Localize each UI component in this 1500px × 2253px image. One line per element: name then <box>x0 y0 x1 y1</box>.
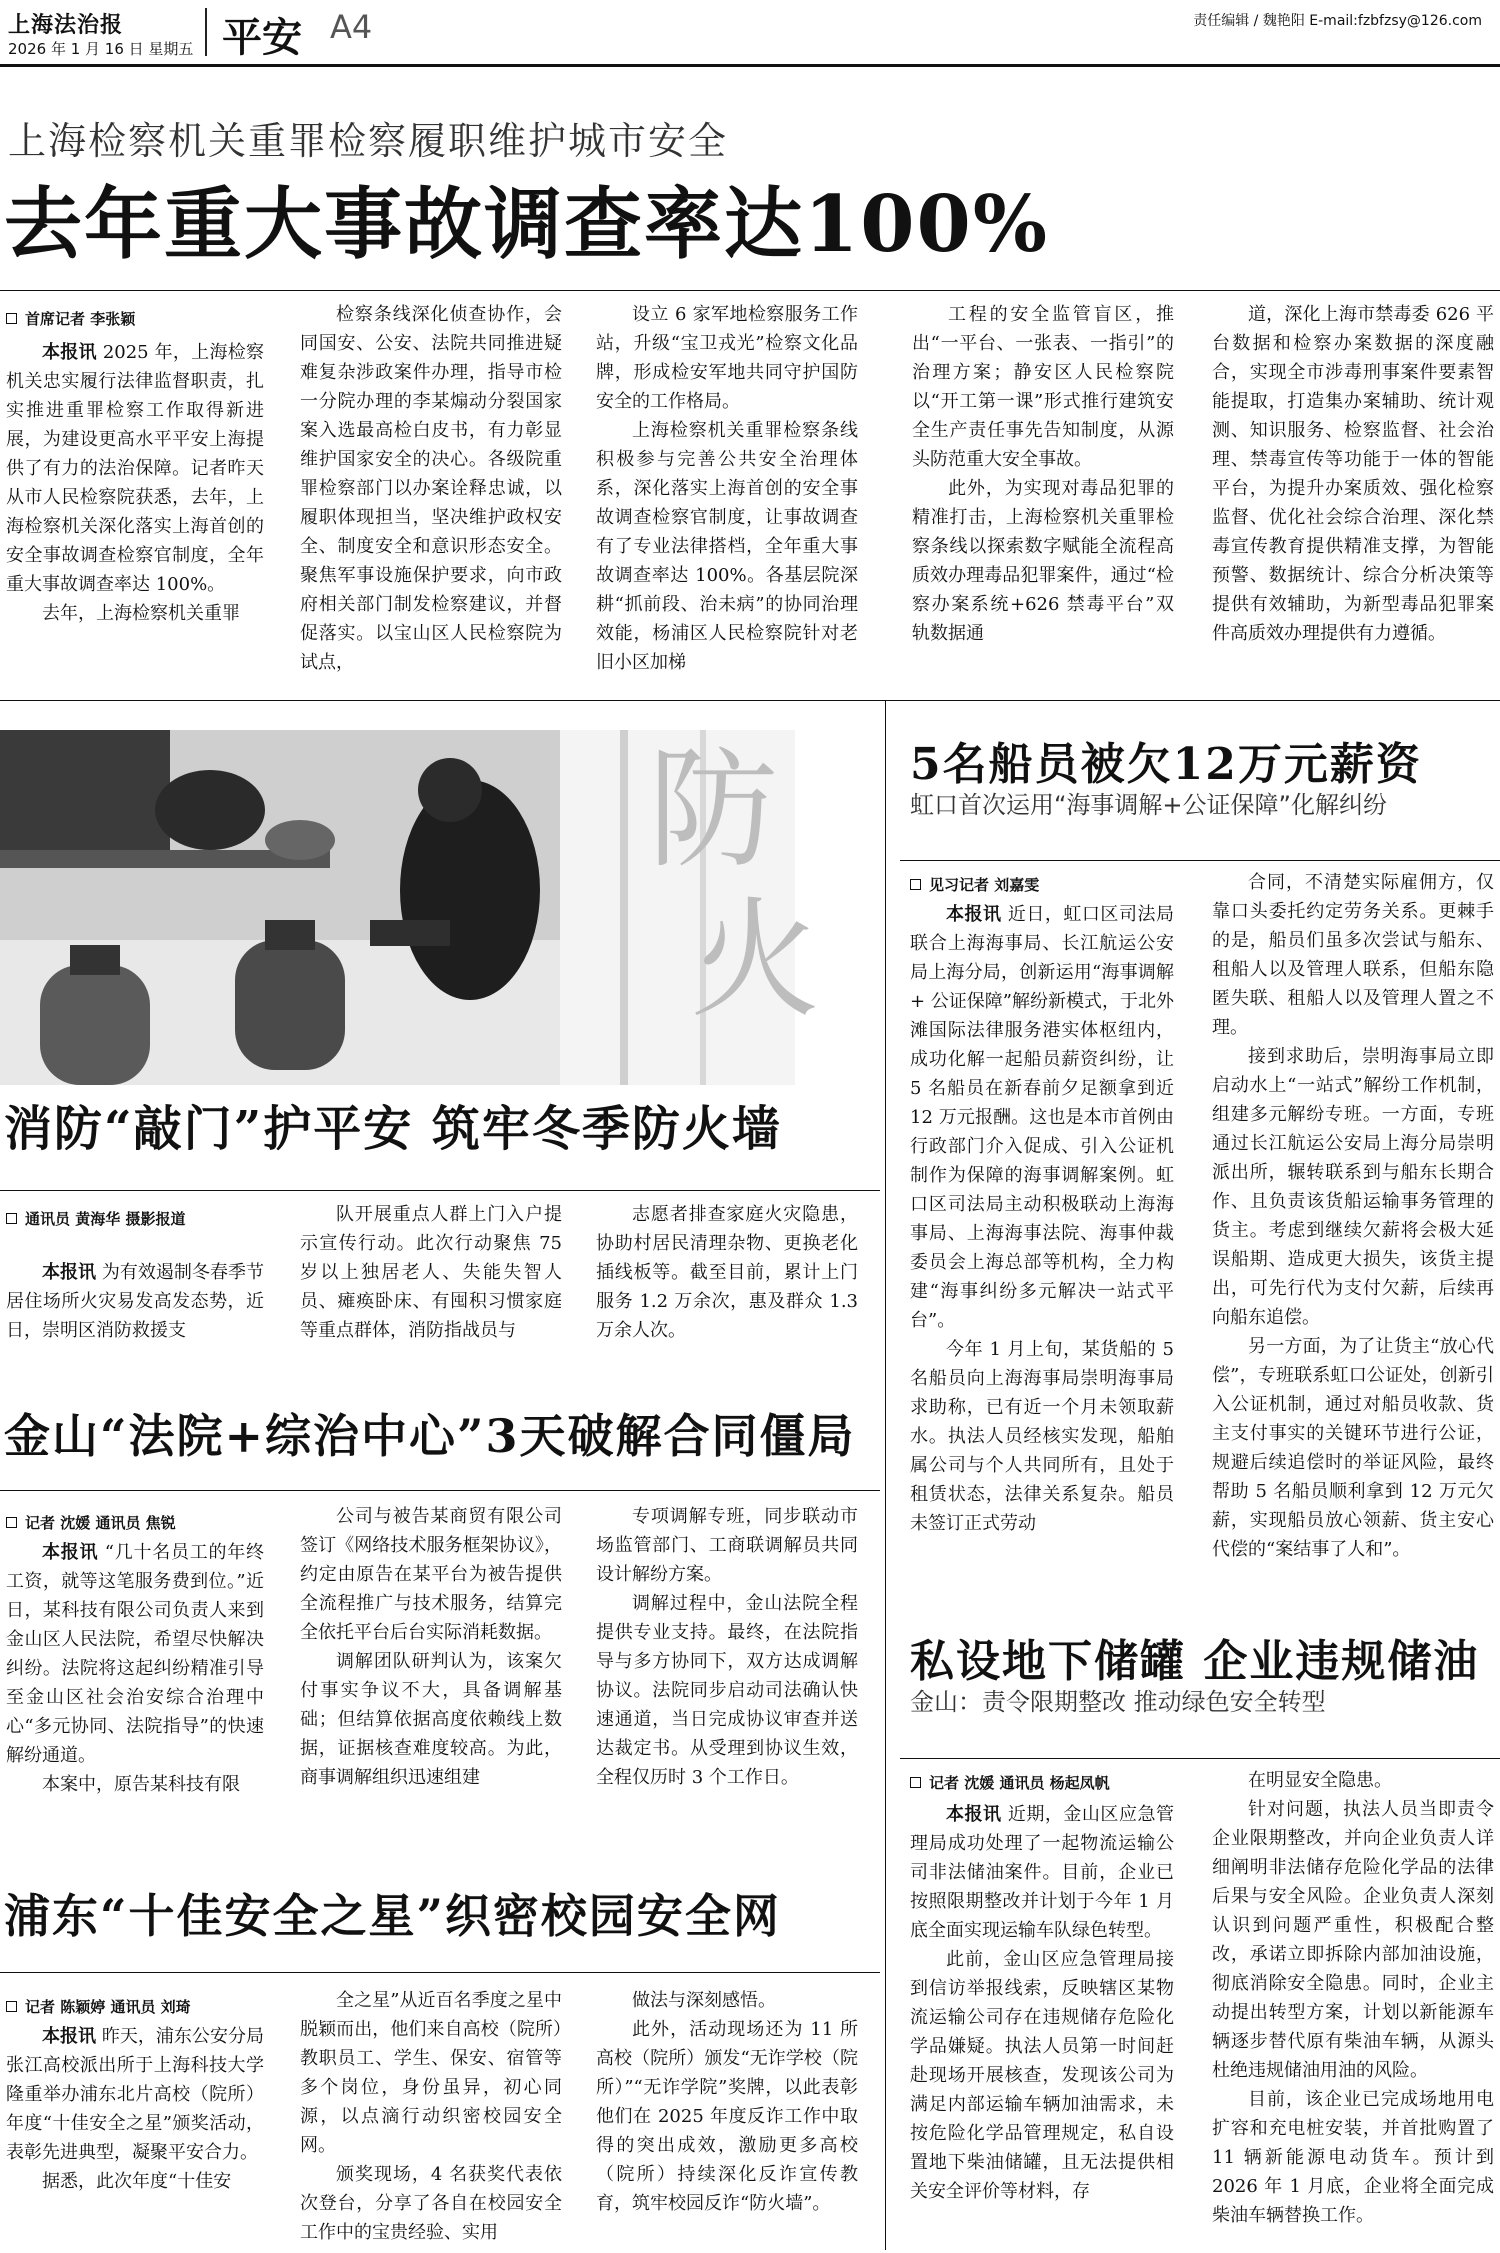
fire-byline-text: 通讯员 黄海华 摄影报道 <box>25 1210 186 1228</box>
article-paragraph: 道，深化上海市禁毒委 626 平台数据和检察办案数据的深度融合，实现全市涉毒刑事案件要素智能提取，打造集办案辅助、统计观测、知识服务、检察监督、社会治理、禁毒宣传等功能于一体的智能平台，为提升办案质效、强化检察监督、优化社会综合治理、深化禁毒宣传教育提供精准支撑，为智能预警、数据统计、综合分析决策等提供有效辅助，为新型毒品犯罪案件高质效办理提供有力遵循。 <box>1212 304 1494 644</box>
article-paragraph: 本报讯 为有效遏制冬春季节居住场所火灾易发高发态势，近日，崇明区消防救援支 <box>6 1262 264 1341</box>
school-byline <box>6 1996 191 2017</box>
column-divider <box>885 700 886 2250</box>
school-headline: 浦东“十佳安全之星”织密校园安全网 <box>4 1889 781 1943</box>
school-col-1 <box>6 2022 264 2248</box>
header-divider <box>205 8 207 56</box>
article-paragraph: 志愿者排查家庭火灾隐患，协助村居民清理杂物、更换老化插线板等。截至目前，累计上门服务 1.2 万余次，惠及群众 1.3 万余人次。 <box>596 1204 858 1341</box>
fire-byline <box>6 1208 185 1229</box>
article-paragraph: 目前，该企业已完成场地用电扩容和充电桩安装，并首批购置了 11 辆新能源电动货车。预计到 2026 年 1 月底，企业将全面完成柴油车辆替换工作。 <box>1212 2089 1494 2226</box>
oil-rule <box>900 1758 1500 1759</box>
court-col-2 <box>300 1502 562 1820</box>
school-rule <box>0 1972 880 1973</box>
article-paragraph: 本报讯 2025 年，上海检察机关忠实履行法律监督职责，扎实推进重罪检察工作取得新进展，为建设更高水平平安上海提供了有力的法治保障。记者昨天从市人民检察院获悉，去年，上海检察机关深化落实上海首创的安全事故调查检察官制度，全年重大事故调查率达 100%。 <box>6 342 264 595</box>
article-paragraph: 本案中，原告某科技有限 <box>42 1774 240 1795</box>
court-col-1 <box>6 1538 264 1820</box>
article-paragraph: 队开展重点人群上门入户提示宣传行动。此次行动聚焦 75 岁以上独居老人、失能失智人员、瘫痪卧床、有囤积习惯家庭等重点群体，消防指战员与 <box>300 1204 562 1341</box>
fire-rule <box>0 1190 880 1191</box>
article-paragraph: 颁奖现场，4 名获奖代表依次登台，分享了各自在校园安全工作中的宝贵经验、实用 <box>300 2164 562 2243</box>
article-paragraph: 另一方面，为了让货主“放心代偿”，专班联系虹口公证处，创新引入公证机制，通过对船员收款、货主支付事实的关键环节进行公证，规避后续追偿时的举证风险，最终帮助 5 名船员顺利拿到 12 万元欠薪，实现船员放心领薪、货主安心代偿的“案结事了人和”。 <box>1212 1336 1494 1560</box>
article-paragraph: 工程的安全监管盲区，推出“一平台、一张表、一指引”的治理方案；静安区人民检察院以“开工第一课”形式推行建筑安全生产责任事先告知制度，从源头防范重大安全事故。 <box>912 304 1174 470</box>
oil-col-2 <box>1212 1766 1494 2248</box>
article-paragraph: 本报讯 近日，虹口区司法局联合上海海事局、长江航运公安局上海分局，创新运用“海事调解 + 公证保障”解纷新模式，于北外滩国际法律服务港实体枢纽内，成功化解一起船员薪资纠纷，让 5 名船员在新春前夕足额拿到近 12 万元报酬。这也是本市首例由行政部门介入促成、引入公证机制作为保障的海事调解案例。虹口区司法局主动积极联动上海海事局、上海海事法院、海事仲裁委员会上海总部等机构，全力构建“海事纠纷多元解决一站式平台”。 <box>910 904 1174 1331</box>
lead-rule <box>0 290 1500 291</box>
byline-box-icon <box>910 1777 921 1788</box>
court-headline: 金山“法院+综治中心”3天破解合同僵局 <box>4 1409 856 1463</box>
court-rule <box>0 1490 880 1491</box>
article-paragraph: 此前，金山区应急管理局接到信访举报线索，反映辖区某物流运输公司存在违规储存危险化学品嫌疑。执法人员第一时间赶赴现场开展核查，发现该公司为满足内部运输车辆加油需求，未按危险化学品管理规定，私自设置地下柴油储罐，且无法提供相关安全评价等材料，存 <box>910 1949 1174 2202</box>
court-col-3 <box>596 1502 858 1820</box>
byline-box-icon <box>910 879 921 890</box>
lead-col-4 <box>912 300 1174 678</box>
article-paragraph: 今年 1 月上旬，某货船的 5 名船员向上海海事局崇明海事局求助称，已有近一个月未领取薪水。执法人员经核实发现，船舶属公司与个人共同所有，且处于租赁状态，法律关系复杂。船员未签订正式劳动 <box>910 1339 1174 1534</box>
article-paragraph: 做法与深刻感悟。 <box>632 1990 776 2011</box>
school-col-2 <box>300 1986 562 2248</box>
section-rule <box>0 700 1500 701</box>
header-rule <box>0 64 1500 67</box>
seafarer-subheadline: 虹口首次运用“海事调解+公证保障”化解纠纷 <box>910 791 1387 819</box>
seafarer-headline: 5名船员被欠12万元薪资 <box>910 739 1422 790</box>
article-paragraph: 调解团队研判认为，该案欠付事实争议不大，具备调解基础；但结算依据高度依赖线上数据，证据核查难度较高。为此，商事调解组织迅速组建 <box>300 1651 562 1788</box>
watermark-char-2: 火 <box>690 884 821 1036</box>
article-paragraph: 在明显安全隐患。 <box>1248 1770 1392 1791</box>
lead-kicker: 上海检察机关重罪检察履职维护城市安全 <box>8 119 729 163</box>
oil-subheadline: 金山：责令限期整改 推动绿色安全转型 <box>910 1688 1326 1716</box>
court-byline <box>6 1512 176 1533</box>
section-title: 平安 <box>222 15 302 61</box>
lead-col-5 <box>1212 300 1494 678</box>
lead-byline <box>6 308 135 329</box>
seafarer-byline <box>910 874 1039 895</box>
court-byline-text: 记者 沈媛 通讯员 焦锐 <box>25 1514 176 1532</box>
fire-col-2 <box>300 1200 562 1358</box>
article-paragraph: 全之星”从近百名季度之星中脱颖而出，他们来自高校（院所）教职员工、学生、保安、宿管等多个岗位，身份虽异，初心同源，以点滴行动织密校园安全网。 <box>300 1990 562 2156</box>
article-paragraph: 据悉，此次年度“十佳安 <box>42 2171 232 2192</box>
page-number: A4 <box>330 8 373 46</box>
article-paragraph: 合同，不清楚实际雇佣方，仅靠口头委托约定劳务关系。更棘手的是，船员们虽多次尝试与船东、租船人以及管理人联系，但船东隐匿失联、租船人以及管理人置之不理。 <box>1212 872 1494 1038</box>
school-byline-text: 记者 陈颖婷 通讯员 刘琦 <box>25 1998 191 2016</box>
watermark-char-1: 防 <box>648 734 779 886</box>
oil-byline-text: 记者 沈媛 通讯员 杨起凤帆 <box>929 1774 1110 1792</box>
lead-col-2 <box>300 300 562 678</box>
article-paragraph: 调解过程中，金山法院全程提供专业支持。最终，在法院指导与多方协同下，双方达成调解协议。法院同步启动司法确认快速通道，当日完成协议审查并送达裁定书。从受理到协议生效，全程仅历时 3 个工作日。 <box>596 1593 858 1788</box>
lead-byline-text: 首席记者 李张颖 <box>25 310 136 328</box>
article-paragraph: 检察条线深化侦查协作，会同国安、公安、法院共同推进疑难复杂涉政案件办理，指导市检一分院办理的李某煽动分裂国家案入选最高检白皮书，有力彰显维护国家安全的决心。各级院重罪检察部门以办案诠释忠诚，以履职体现担当，坚决维护政权安全、制度安全和意识形态安全。聚焦军事设施保护要求，向市政府相关部门制发检察建议，并督促落实。以宝山区人民检察院为试点， <box>300 304 562 673</box>
oil-byline <box>910 1772 1110 1793</box>
seafarer-byline-text: 见习记者 刘嘉雯 <box>929 876 1040 894</box>
article-paragraph: 针对问题，执法人员当即责令企业限期整改，并向企业负责人详细阐明非法储存危险化学品的法律后果与安全风险。企业负责人深刻认识到问题严重性，积极配合整改，承诺立即拆除内部加油设施，彻底消除安全隐患。同时，企业主动提出转型方案，计划以新能源车辆逐步替代原有柴油车辆，从源头杜绝违规储油用油的风险。 <box>1212 1799 1494 2081</box>
article-paragraph: 去年，上海检察机关重罪 <box>42 603 240 624</box>
article-paragraph: 接到求助后，崇明海事局立即启动水上“一站式”解纷工作机制，组建多元解纷专班。一方面，专班通过长江航运公安局上海分局崇明派出所，辗转联系到与船东长期合作、且负责该货船运输事务管理的货主。考虑到继续欠薪将会极大延误船期、造成更大损失，该货主提出，可先行代为支付欠薪，后续再向船东追偿。 <box>1212 1046 1494 1328</box>
editor-credit: 责任编辑 / 魏艳阳 E-mail:fzbfzsy@126.com <box>1193 13 1482 29</box>
newspaper-logo: 上海法治报 <box>8 12 124 38</box>
article-paragraph: 本报讯 昨天，浦东公安分局张江高校派出所于上海科技大学隆重举办浦东北片高校（院所）年度“十佳安全之星”颁奖活动，表彰先进典型，凝聚平安合力。 <box>6 2026 264 2163</box>
article-paragraph: 本报讯 “几十名员工的年终工资，就等这笔服务费到位。”近日，某科技有限公司负责人来到金山区人民法院，希望尽快解决纠纷。法院将这起纠纷精准引导至金山区社会治安综合治理中心“多元协同、法院指导”的快速解纷通道。 <box>6 1542 264 1766</box>
article-paragraph: 公司与被告某商贸有限公司签订《网络技术服务框架协议》，约定由原告在某平台为被告提供全流程推广与技术服务，结算完全依托平台后台实际消耗数据。 <box>300 1506 562 1643</box>
article-paragraph: 设立 6 家军地检察服务工作站，升级“宝卫戎光”检察文化品牌，形成检安军地共同守护国防安全的工作格局。 <box>596 304 858 412</box>
fire-col-1 <box>6 1258 264 1358</box>
seafarer-rule <box>900 860 1500 861</box>
article-paragraph: 上海检察机关重罪检察条线积极参与完善公共安全治理体系，深化落实上海首创的安全事故调查检察官制度，让事故调查有了专业法律搭档，全年重大事故调查率达 100%。各基层院深耕“抓前段、治未病”的协同治理效能，杨浦区人民检察院针对老旧小区加梯 <box>596 420 858 673</box>
seafarer-col-2 <box>1212 868 1494 1580</box>
byline-box-icon <box>6 1213 17 1224</box>
oil-col-1 <box>910 1800 1174 2248</box>
article-paragraph: 此外，为实现对毒品犯罪的精准打击，上海检察机关重罪检察条线以探索数字赋能全流程高质效办理毒品犯罪案件，通过“检察办案系统+626 禁毒平台”双轨数据通 <box>912 478 1174 644</box>
issue-date: 2026 年 1 月 16 日 星期五 <box>8 40 194 58</box>
lead-headline: 去年重大事故调查率达100% <box>4 179 1049 270</box>
lead-col-1 <box>6 338 264 678</box>
byline-box-icon <box>6 2001 17 2012</box>
article-paragraph: 本报讯 近期，金山区应急管理局成功处理了一起物流运输公司非法储油案件。目前，企业已按照限期整改并计划于今年 1 月底全面实现运输车队绿色转型。 <box>910 1804 1174 1941</box>
fire-headline: 消防“敲门”护平安 筑牢冬季防火墙 <box>4 1101 782 1157</box>
byline-box-icon <box>6 1517 17 1528</box>
fire-col-3 <box>596 1200 858 1358</box>
byline-box-icon <box>6 313 17 324</box>
article-paragraph: 此外，活动现场还为 11 所高校（院所）颁发“无诈学校（院所）”“无诈学院”奖牌，以此表彰他们在 2025 年度反诈工作中取得的突出成效，激励更多高校（院所）持续深化反诈宣传教育，筑牢校园反诈“防火墙”。 <box>596 2019 858 2214</box>
oil-headline: 私设地下储罐 企业违规储油 <box>910 1636 1480 1687</box>
school-col-3 <box>596 1986 858 2248</box>
lead-col-3 <box>596 300 858 678</box>
article-paragraph: 专项调解专班，同步联动市场监管部门、工商联调解员共同设计解纷方案。 <box>596 1506 858 1585</box>
seafarer-col-1 <box>910 900 1174 1580</box>
